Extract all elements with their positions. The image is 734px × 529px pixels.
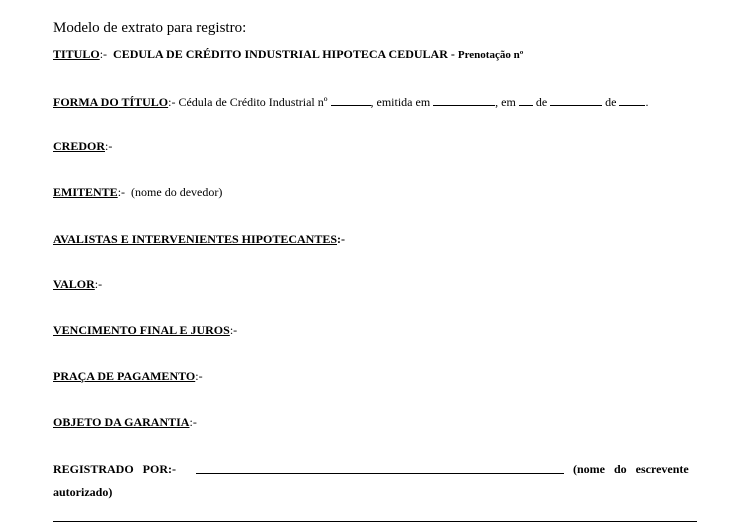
valor-label: VALOR	[53, 277, 95, 291]
titulo-line	[53, 47, 523, 62]
registrado-note-2: autorizado)	[53, 485, 113, 499]
praca-sep: :-	[195, 369, 203, 383]
forma-text-2: , emitida em	[370, 95, 434, 109]
objeto-line	[53, 415, 197, 429]
forma-line	[53, 95, 648, 109]
valor-sep: :-	[94, 277, 103, 291]
registrado-note-1: (nome do escrevente	[573, 462, 689, 476]
day-blank[interactable]	[519, 95, 533, 106]
forma-text-1: Cédula de Crédito Industrial nº	[175, 95, 331, 109]
registrado-label: REGISTRADO POR:-	[53, 462, 177, 476]
forma-text-6: .	[645, 95, 649, 109]
avalistas-label: AVALISTAS E INTERVENIENTES HIPOTECANTES	[53, 232, 338, 246]
valor-line	[53, 277, 102, 291]
emission-place-blank[interactable]	[433, 95, 495, 106]
registrado-signature-line[interactable]	[196, 473, 564, 474]
credor-label: CREDOR	[53, 139, 106, 153]
vencimento-label: VENCIMENTO FINAL E JUROS	[53, 323, 230, 337]
praca-line	[53, 369, 203, 383]
forma-text-3: , em	[495, 95, 519, 109]
forma-text-5: de	[602, 95, 620, 109]
titulo-sep: :-	[99, 47, 108, 61]
forma-label: FORMA DO TÍTULO	[53, 95, 169, 109]
objeto-label: OBJETO DA GARANTIA	[53, 415, 190, 429]
year-blank[interactable]	[619, 95, 645, 106]
emitente-note: (nome do devedor)	[125, 185, 223, 199]
emitente-sep: :-	[117, 185, 126, 199]
credor-sep: :-	[105, 139, 113, 153]
prenotacao-label: Prenotação nº	[457, 49, 524, 61]
vencimento-line	[53, 323, 237, 337]
cedula-number-blank[interactable]	[331, 95, 371, 106]
credor-line	[53, 139, 112, 153]
month-blank[interactable]	[550, 95, 602, 106]
praca-label: PRAÇA DE PAGAMENTO	[53, 369, 196, 383]
forma-text-4: de	[532, 95, 551, 109]
emitente-line	[53, 185, 222, 199]
emitente-label: EMITENTE	[53, 185, 118, 199]
vencimento-sep: :-	[229, 323, 238, 337]
titulo-label: TITULO	[53, 47, 100, 61]
forma-sep: :-	[168, 95, 176, 109]
avalistas-line	[53, 232, 345, 246]
intro-text: Modelo de extrato para registro:	[53, 20, 247, 36]
bottom-divider	[53, 521, 697, 522]
avalistas-sep: :-	[337, 232, 346, 246]
titulo-value: CEDULA DE CRÉDITO INDUSTRIAL HIPOTECA CEDULAR -	[107, 47, 458, 61]
objeto-sep: :-	[189, 415, 197, 429]
